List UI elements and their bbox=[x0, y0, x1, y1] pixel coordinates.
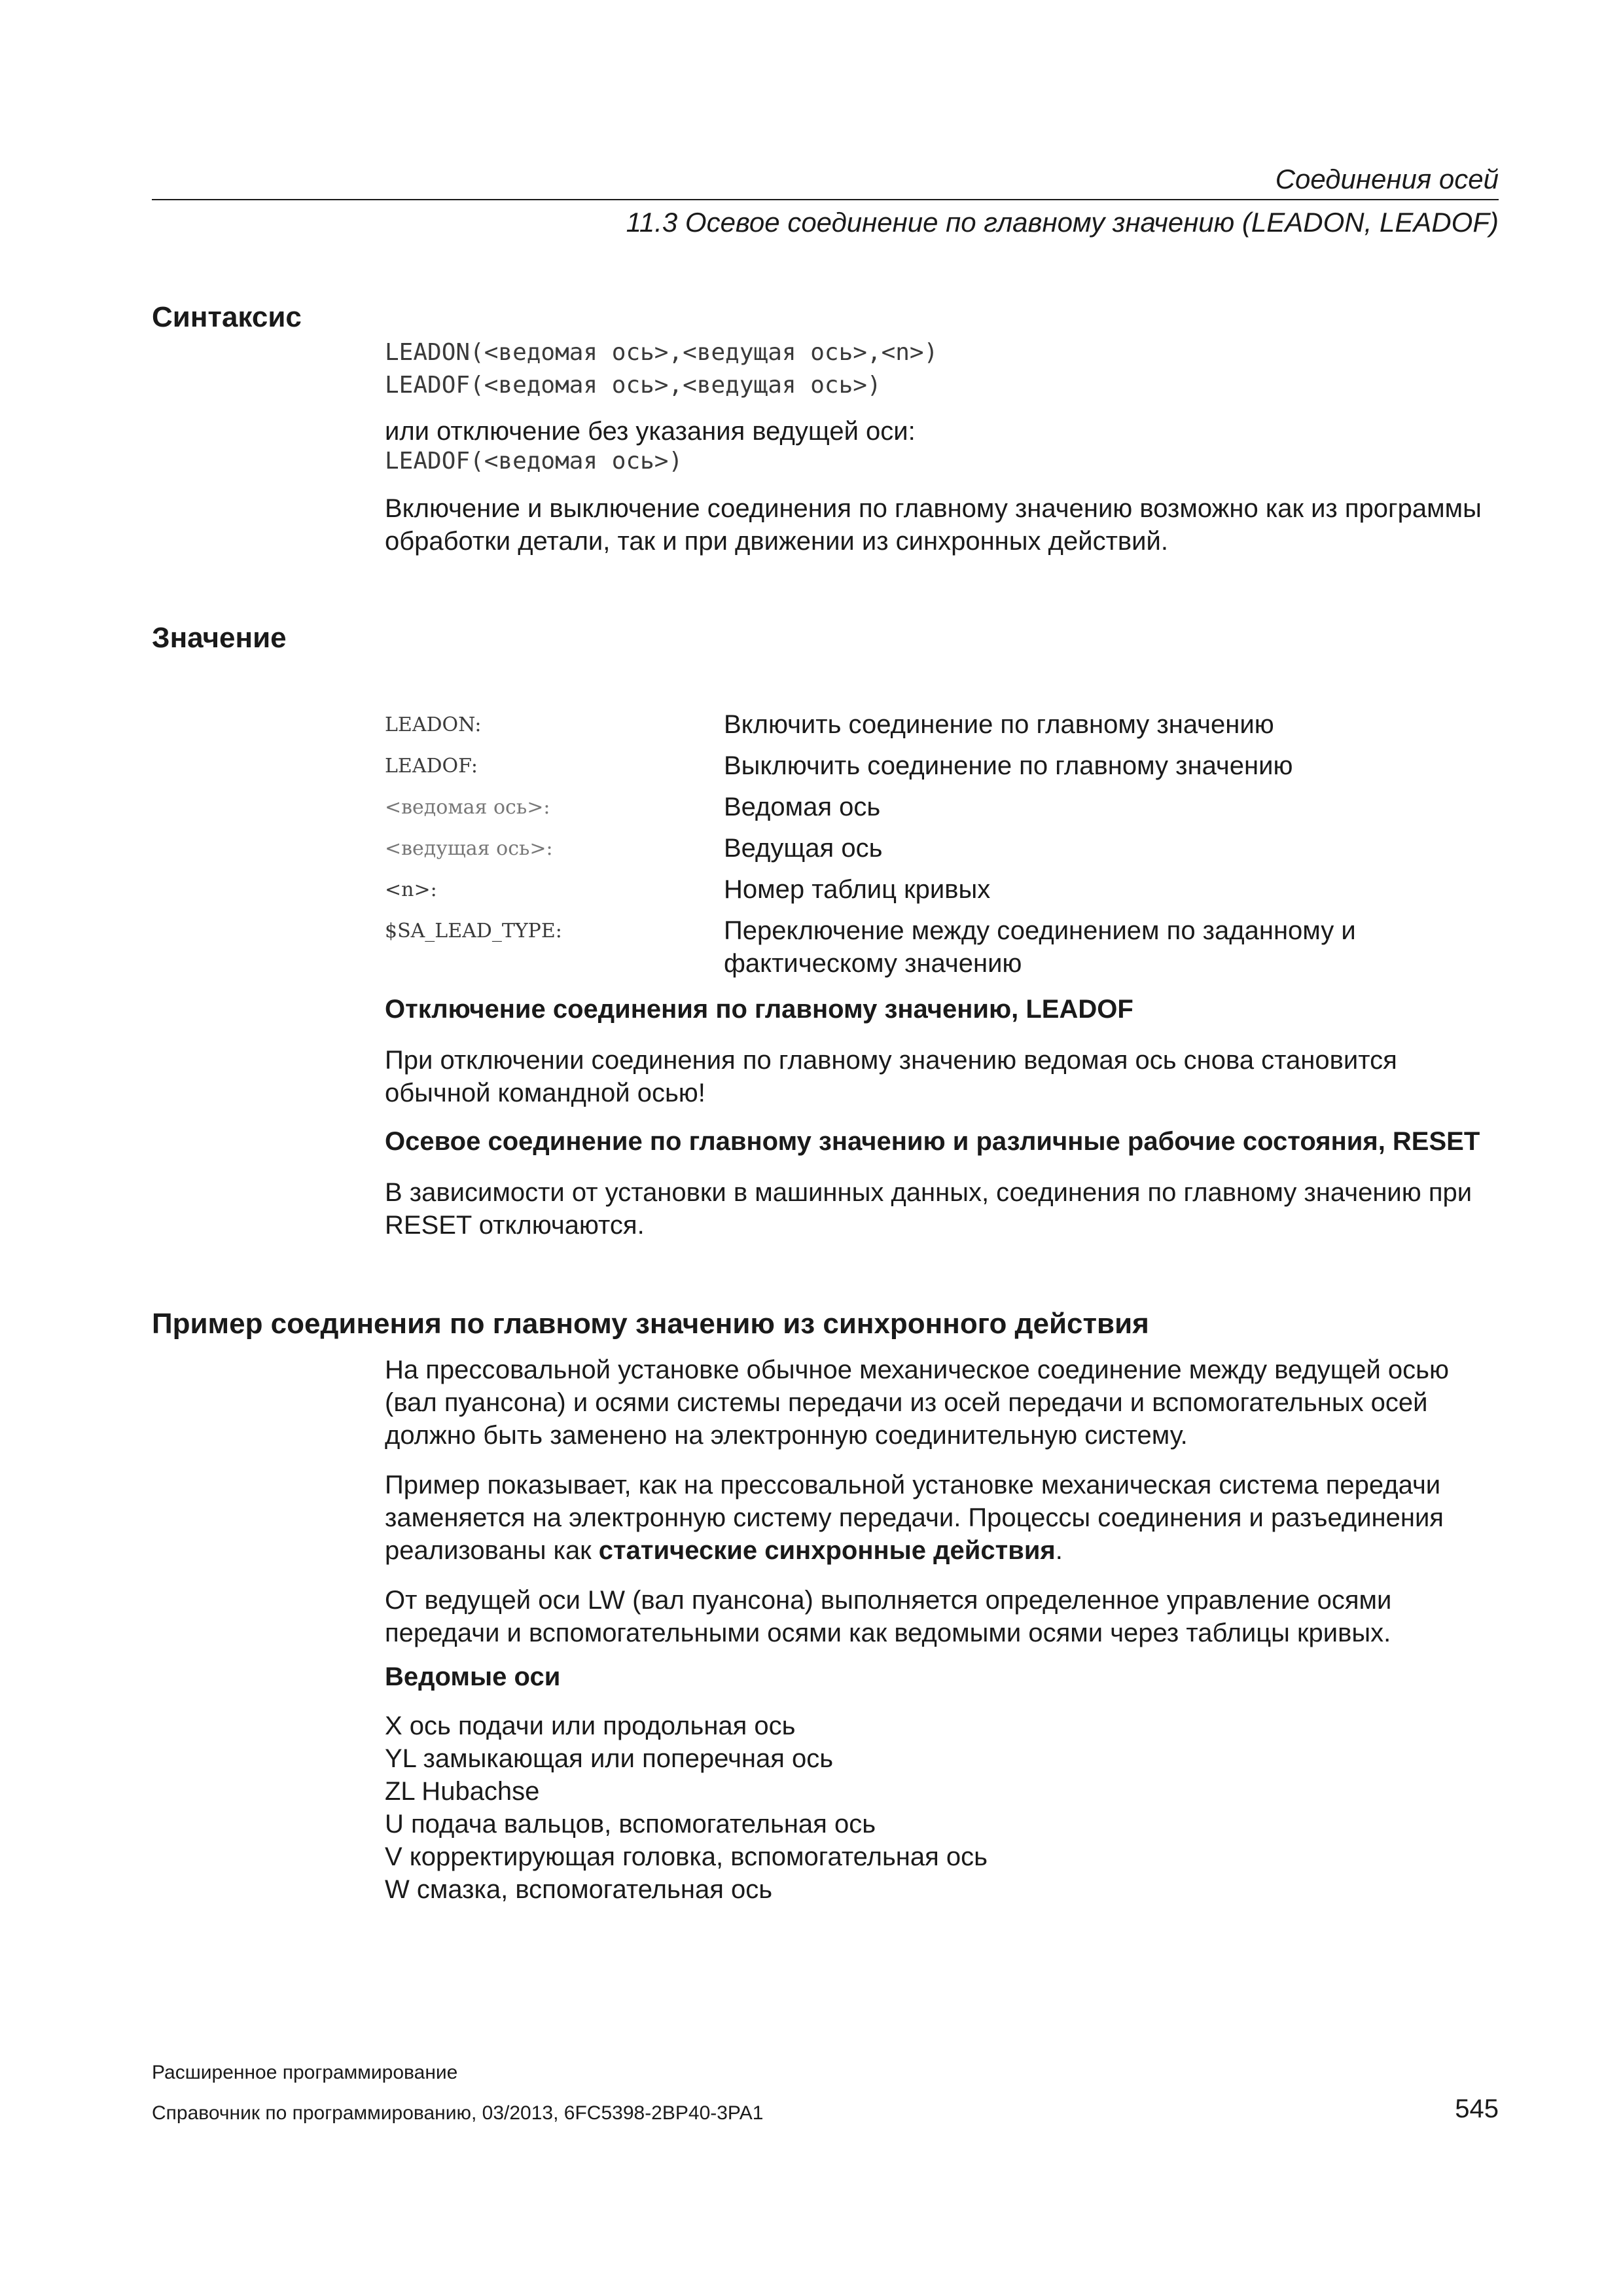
list-item: X ось подачи или продольная ось bbox=[385, 1712, 796, 1740]
param-name: <ведущая ось>: bbox=[385, 837, 553, 860]
param-name: $SA_LEAD_TYPE: bbox=[385, 920, 562, 942]
reset-text: В зависимости от установки в машинных данных, соединения по главному значению при RESET отключаются. bbox=[385, 1178, 1472, 1240]
running-header-section: 11.3 Осевое соединение по главному значению (LEADON, LEADOF) bbox=[626, 207, 1499, 238]
list-item: V корректирующая головка, вспомогательная ось bbox=[385, 1842, 988, 1871]
syntax-heading: Синтаксис bbox=[152, 301, 302, 333]
footer-book-title: Расширенное программирование bbox=[152, 2062, 458, 2083]
example-paragraph-3: От ведущей оси LW (вал пуансона) выполняется определенное управление осями передачи и вспомогательными осями как ведомыми осями через таблицы кривых. bbox=[385, 1586, 1392, 1647]
code-line: LEADOF(<ведомая ось>) bbox=[385, 448, 683, 475]
meaning-heading: Значение bbox=[152, 622, 287, 654]
param-description: Ведомая ось bbox=[724, 793, 881, 821]
footer-manual-info: Справочник по программированию, 03/2013, 6FC5398-2BP40-3PA1 bbox=[152, 2102, 764, 2124]
list-item: U подача вальцов, вспомогательная ось bbox=[385, 1810, 876, 1839]
param-name: <ведомая ось>: bbox=[385, 796, 550, 819]
param-description: Переключение между соединением по заданному и фактическому значению bbox=[724, 916, 1356, 978]
param-name: LEADOF: bbox=[385, 755, 478, 778]
leadof-text: При отключении соединения по главному значению ведомая ось снова становится обычной командной осью! bbox=[385, 1046, 1397, 1107]
param-description: Номер таблиц кривых bbox=[724, 875, 991, 904]
page-number: 545 bbox=[1455, 2094, 1499, 2123]
code-line: LEADON(<ведомая ось>,<ведущая ось>,<n>) bbox=[385, 339, 938, 366]
example-paragraph-1: На прессовальной установке обычное механическое соединение между ведущей осью (вал пуансона) и осями системы передачи из осей передачи и вспомогательных осей должно быть заменено на электронную соединительную систему. bbox=[385, 1355, 1449, 1450]
list-item: W смазка, вспомогательная ось bbox=[385, 1875, 773, 1904]
example-heading: Пример соединения по главному значению из синхронного действия bbox=[152, 1308, 1149, 1340]
text-span: Пример показывает, как на прессовальной установке механическая система передачи заменяется на электронную систему передачи. Процессы соединения и разъединения реализованы как bbox=[385, 1471, 1444, 1565]
param-description: Ведущая ось bbox=[724, 834, 883, 863]
leadof-subheading: Отключение соединения по главному значению, LEADOF bbox=[385, 995, 1133, 1024]
running-header-chapter: Соединения осей bbox=[1275, 164, 1499, 194]
example-paragraph-2 bbox=[385, 1469, 1497, 1567]
list-item: YL замыкающая или поперечная ось bbox=[385, 1744, 834, 1773]
text-span: . bbox=[1055, 1536, 1063, 1565]
param-description: Выключить соединение по главному значению bbox=[724, 751, 1293, 780]
param-name: <n>: bbox=[385, 878, 437, 901]
reset-subheading: Осевое соединение по главному значению и различные рабочие состояния, RESET bbox=[385, 1127, 1480, 1156]
syntax-code-block bbox=[385, 336, 938, 402]
syntax-or-text: или отключение без указания ведущей оси: bbox=[385, 417, 916, 446]
header-divider bbox=[152, 199, 1499, 200]
list-item: ZL Hubachse bbox=[385, 1777, 540, 1806]
slave-axes-heading: Ведомые оси bbox=[385, 1662, 561, 1691]
slave-axes-list bbox=[385, 1710, 1497, 1906]
param-description: Включить соединение по главному значению bbox=[724, 710, 1274, 739]
emphasis-text: статические синхронные действия bbox=[598, 1536, 1056, 1565]
code-line: LEADOF(<ведомая ось>,<ведущая ось>) bbox=[385, 372, 882, 399]
syntax-description: Включение и выключение соединения по главному значению возможно как из программы обработки детали, так и при движении из синхронных действий. bbox=[385, 494, 1482, 556]
param-name: LEADON: bbox=[385, 713, 482, 736]
